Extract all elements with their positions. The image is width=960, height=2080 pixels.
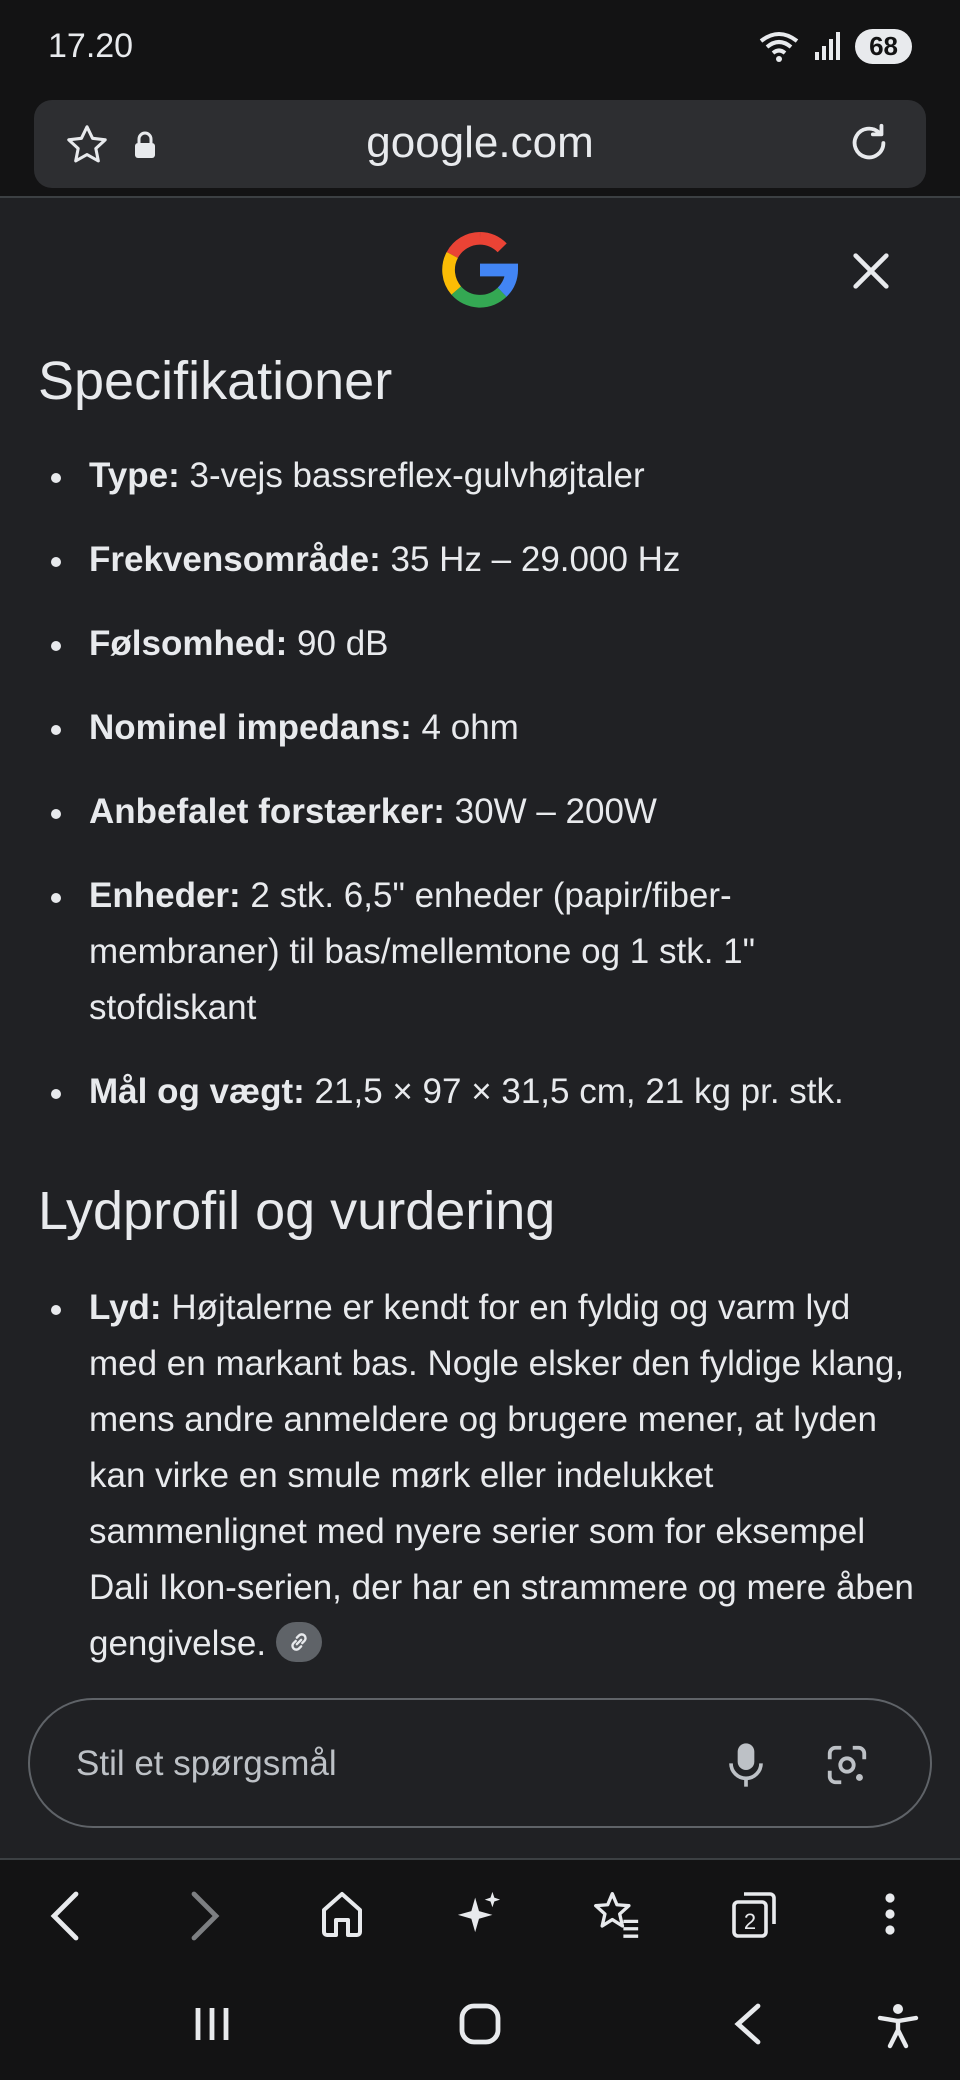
status-bar	[0, 0, 960, 92]
section-title-specs: Specifikationer	[38, 351, 393, 411]
system-navigation-bar	[0, 1970, 960, 2080]
home-icon[interactable]	[318, 1888, 366, 1940]
url-text[interactable]: google.com	[366, 118, 594, 167]
system-back-icon[interactable]	[730, 2002, 766, 2046]
spec-value: 3-vejs bassreflex-gulvhøjtaler	[179, 456, 645, 495]
battery-indicator: 68	[855, 29, 912, 64]
wifi-icon	[757, 29, 801, 63]
list-item	[38, 448, 918, 504]
list-item	[38, 1064, 918, 1120]
list-item	[38, 616, 918, 672]
chevron-left-icon[interactable]	[46, 1888, 86, 1944]
sound-label: Lyd:	[89, 1288, 162, 1327]
source-link-button[interactable]	[276, 1622, 322, 1662]
ai-overview-content	[0, 198, 960, 1858]
browser-toolbar	[0, 92, 960, 198]
accessibility-icon[interactable]	[876, 2002, 920, 2050]
section-title-sound: Lydprofil og vurdering	[38, 1181, 556, 1241]
home-circle-icon[interactable]	[456, 2002, 504, 2046]
spec-value: 2 stk. 6,5" enheder (papir/fiber-membraner) til bas/mellemtone og 1 stk. 1" stofdiskant	[89, 876, 756, 1027]
list-item	[38, 784, 918, 840]
close-icon[interactable]	[848, 248, 894, 294]
status-icons	[757, 29, 912, 64]
spec-label: Nominel impedans:	[89, 708, 412, 747]
ask-input-placeholder[interactable]: Stil et spørgsmål	[76, 1744, 337, 1783]
spec-value: 35 Hz – 29.000 Hz	[380, 540, 681, 579]
spec-label: Type:	[89, 456, 180, 495]
spec-label: Følsomhed:	[89, 624, 288, 663]
mic-icon[interactable]	[726, 1740, 766, 1790]
sound-value: Højtalerne er kendt for en fyldig og varm lyd med en markant bas. Nogle elsker den fyldige klang, mens andre anmeldere og brugere mener, at lyden kan virke en smule mørk eller indelukket sammenlignet med nyere serier som for eksempel Dali Ikon-serien, der har en strammere og mere åben gengivelse.	[89, 1288, 914, 1663]
list-item	[38, 700, 918, 756]
google-g-logo	[442, 232, 518, 308]
list-item	[38, 1280, 918, 1672]
lens-camera-icon[interactable]	[824, 1742, 870, 1788]
spec-value: 21,5 × 97 × 31,5 cm, 21 kg pr. stk.	[304, 1072, 844, 1111]
spec-label: Mål og vægt:	[89, 1072, 305, 1111]
spec-value: 4 ohm	[411, 708, 519, 747]
reload-icon[interactable]	[846, 120, 892, 166]
sound-list	[38, 1280, 918, 1672]
spec-label: Anbefalet forstærker:	[89, 792, 445, 831]
link-icon	[286, 1629, 312, 1655]
bookmark-star-icon[interactable]	[592, 1888, 640, 1940]
spec-label: Enheder:	[89, 876, 241, 915]
browser-bottom-bar	[0, 1858, 960, 1970]
spec-value: 30W – 200W	[444, 792, 657, 831]
more-vert-icon[interactable]	[876, 1888, 904, 1940]
sparkle-icon[interactable]	[456, 1888, 502, 1938]
signal-icon	[813, 30, 843, 62]
spec-list	[38, 448, 918, 1120]
chevron-right-icon[interactable]	[184, 1888, 224, 1944]
tab-count: 2	[743, 1909, 757, 1934]
tabs-icon[interactable]	[730, 1888, 778, 1940]
list-item	[38, 868, 918, 1036]
spec-value: 90 dB	[287, 624, 389, 663]
spec-label: Frekvensområde:	[89, 540, 381, 579]
address-bar[interactable]	[34, 100, 926, 188]
ask-question-bar[interactable]	[28, 1698, 932, 1828]
recents-icon[interactable]	[190, 2002, 234, 2046]
list-item	[38, 532, 918, 588]
status-time: 17.20	[48, 26, 134, 65]
